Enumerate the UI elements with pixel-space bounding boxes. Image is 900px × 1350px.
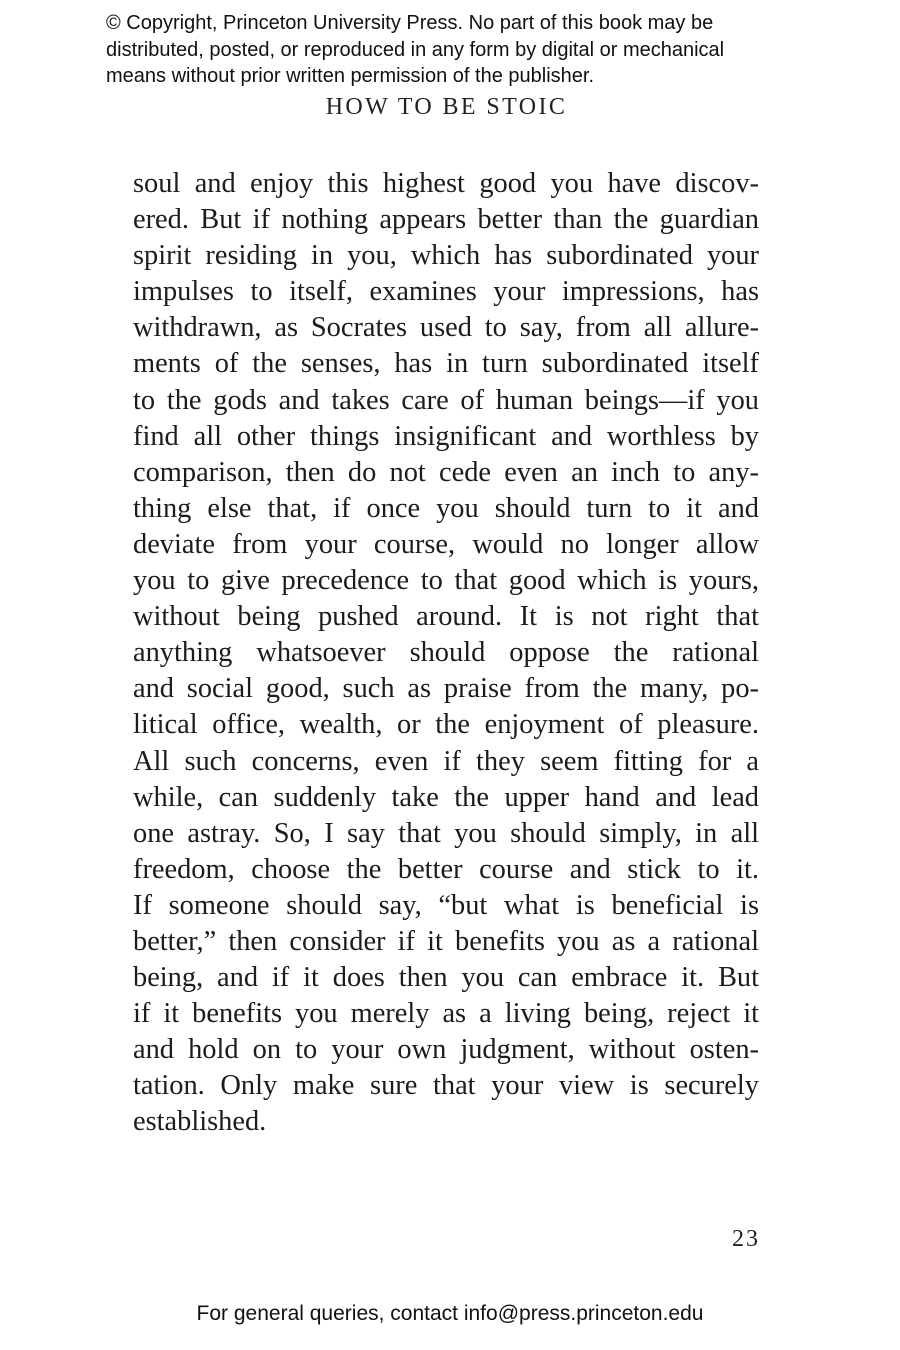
text-line: find all other things insignificant and worthless by (133, 420, 759, 452)
text-line: spirit residing in you, which has subordinated your (133, 240, 759, 272)
copyright-line: means without prior written permission of the publisher. (106, 65, 595, 87)
text-line: freedom, choose the better course and stick to it. (133, 853, 759, 885)
text-line: while, can suddenly take the upper hand and lead (133, 781, 759, 813)
text-line: if it benefits you merely as a living being, reject it (133, 998, 759, 1030)
text-line: better,” then consider if it benefits you as a rational (133, 925, 759, 957)
text-line: being, and if it does then you can embrace it. But (133, 962, 759, 994)
text-line: and hold on to your own judgment, without osten- (133, 1034, 759, 1066)
text-line: one astray. So, I say that you should simply, in all (133, 817, 759, 849)
text-line: to the gods and takes care of human beings—if you (133, 384, 759, 416)
body-text (133, 166, 759, 1141)
text-line: If someone should say, “but what is beneficial is (133, 889, 759, 921)
text-line: comparison, then do not cede even an inch to any- (133, 456, 759, 488)
copyright-notice (106, 10, 806, 90)
running-head: HOW TO BE STOIC (325, 94, 568, 120)
text-line: established. (133, 1106, 267, 1138)
text-line: litical office, wealth, or the enjoyment of pleasure. (133, 709, 759, 741)
footer-contact: For general queries, contact info@press.princeton.edu (196, 1302, 704, 1325)
text-line: ered. But if nothing appears better than the guardian (133, 204, 759, 236)
text-line: impulses to itself, examines your impressions, has (133, 276, 759, 308)
copyright-line: distributed, posted, or reproduced in any form by digital or mechanical (106, 38, 725, 61)
text-line: soul and enjoy this highest good you have discov- (133, 168, 759, 199)
text-line: tation. Only make sure that your view is securely (133, 1070, 759, 1102)
text-line: withdrawn, as Socrates used to say, from all allure- (133, 312, 759, 344)
text-line: anything whatsoever should oppose the rational (133, 637, 759, 669)
page-number: 23 (732, 1226, 760, 1252)
text-line: ments of the senses, has in turn subordinated itself (133, 348, 759, 380)
text-line: thing else that, if once you should turn to it and (133, 492, 759, 524)
copyright-line: © Copyright, Princeton University Press. No part of this book may be (106, 12, 714, 34)
text-line: you to give precedence to that good which is yours, (133, 565, 759, 597)
text-line: deviate from your course, would no longer allow (133, 528, 759, 560)
text-line: All such concerns, even if they seem fitting for a (133, 745, 759, 777)
text-line: without being pushed around. It is not right that (133, 601, 759, 633)
text-line: and social good, such as praise from the many, po- (133, 673, 759, 705)
